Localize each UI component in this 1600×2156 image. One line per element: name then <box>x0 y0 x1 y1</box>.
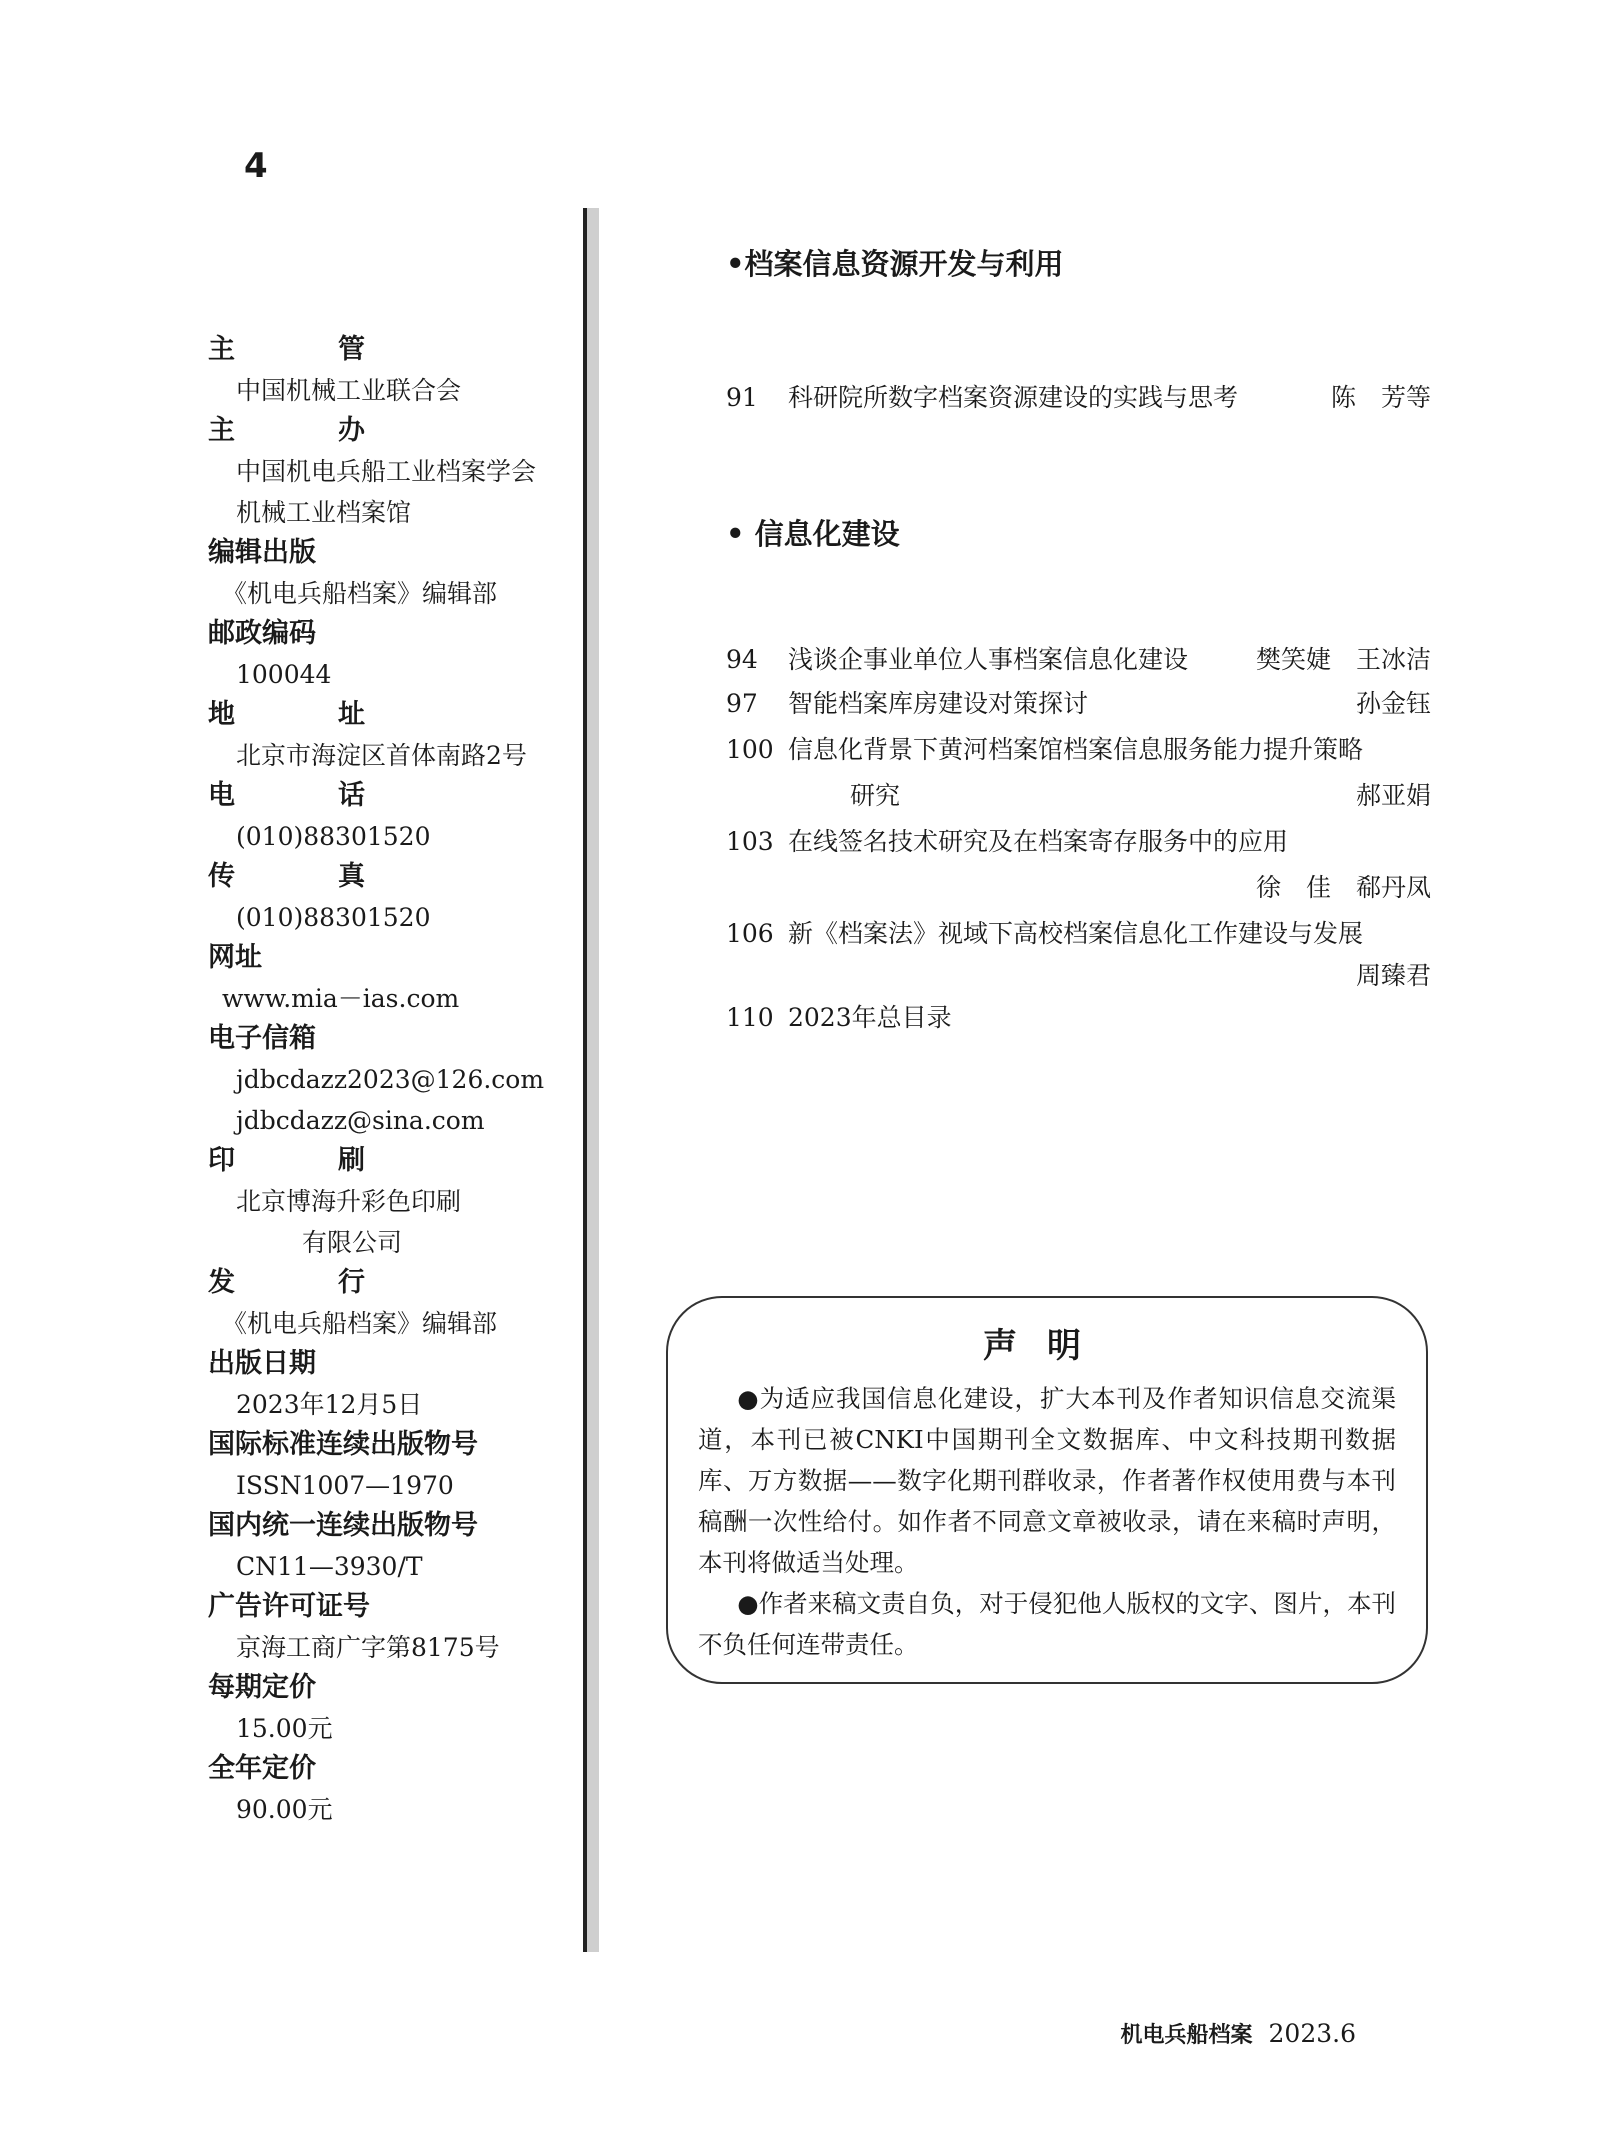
toc-entry-100[interactable] <box>726 730 1431 766</box>
issn-value: ISSN1007—1970 <box>236 1471 454 1500</box>
masthead <box>208 330 578 1830</box>
toc-title: 在线签名技术研究及在档案寄存服务中的应用 <box>788 827 1289 856</box>
cn-label: 国内统一连续出版物号 <box>208 1510 478 1541</box>
toc-author: 周臻君 <box>1355 961 1431 990</box>
page-number: 4 <box>244 146 268 186</box>
toc-page-number: 91 <box>726 383 758 412</box>
toc-author: 樊笑婕 王冰洁 <box>1255 645 1431 674</box>
printer-label: 印 刷 <box>208 1145 403 1176</box>
toc-page-number: 110 <box>726 1003 774 1032</box>
sponsor-value-2: 机械工业档案馆 <box>236 498 412 527</box>
annual-price-label: 全年定价 <box>208 1753 316 1784</box>
phone-value: (010)88301520 <box>236 822 431 851</box>
toc-entry-103[interactable] <box>726 822 1431 858</box>
toc-page-number: 100 <box>726 735 774 764</box>
toc-entry-91[interactable] <box>726 378 1431 414</box>
website-value: www.mia－ias.com <box>222 984 460 1013</box>
toc-title: 浅谈企事业单位人事档案信息化建设 <box>788 645 1189 674</box>
website-label: 网址 <box>208 942 262 973</box>
footer-journal-name: 机电兵船档案 <box>1120 2022 1253 2048</box>
toc-title: 新《档案法》视域下高校档案信息化工作建设与发展 <box>788 919 1364 948</box>
distributor-value: 《机电兵船档案》编辑部 <box>222 1309 498 1338</box>
sponsor-label: 主 办 <box>208 415 403 446</box>
toc-author: 陈 芳等 <box>1330 383 1431 412</box>
toc-page-number: 97 <box>726 689 758 718</box>
toc-page-number: 103 <box>726 827 774 856</box>
printer-value-1: 北京博海升彩色印刷 <box>236 1187 462 1216</box>
cn-value: CN11—3930/T <box>236 1552 423 1581</box>
annual-price-value: 90.00元 <box>236 1795 333 1824</box>
toc-author: 孙金钰 <box>1355 689 1431 718</box>
toc-title: 科研院所数字档案资源建设的实践与思考 <box>788 383 1239 412</box>
footer-issue: 2023.6 <box>1268 2019 1356 2048</box>
distributor-label: 发 行 <box>208 1267 403 1298</box>
fax-label: 传 真 <box>208 861 403 892</box>
notice-body <box>698 1378 1396 1665</box>
toc-title: 2023年总目录 <box>788 1003 952 1032</box>
toc-page-number: 106 <box>726 919 774 948</box>
email-value-2: jdbcdazz@sina.com <box>236 1106 485 1135</box>
postcode-label: 邮政编码 <box>208 618 316 649</box>
toc-title: 信息化背景下黄河档案馆档案信息服务能力提升策略 <box>788 735 1364 764</box>
editor-label: 编辑出版 <box>208 537 316 568</box>
column-divider <box>583 208 599 1952</box>
issue-price-value: 15.00元 <box>236 1714 333 1743</box>
supervisor-label: 主 管 <box>208 334 403 365</box>
issue-price-label: 每期定价 <box>208 1672 316 1703</box>
section-heading-archives-resources: •档案信息资源开发与利用 <box>726 247 1064 281</box>
printer-value-2: 有限公司 <box>302 1228 403 1257</box>
postcode-value: 100044 <box>236 660 332 689</box>
editor-value: 《机电兵船档案》编辑部 <box>222 579 498 608</box>
notice-title: 声明 <box>983 1326 1111 1366</box>
toc-title-continuation: 研究 <box>850 781 901 810</box>
ad-license-value: 京海工商广字第8175号 <box>236 1633 500 1662</box>
fax-value: (010)88301520 <box>236 903 431 932</box>
toc-entry-110[interactable] <box>726 998 1431 1034</box>
notice-box <box>666 1296 1428 1684</box>
supervisor-value: 中国机械工业联合会 <box>236 376 462 405</box>
notice-paragraph: ●作者来稿文责自负，对于侵犯他人版权的文字、图片，本刊不负任何连带责任。 <box>698 1589 1396 1659</box>
toc-author: 徐 佳 郗丹凤 <box>1255 873 1431 902</box>
issn-label: 国际标准连续出版物号 <box>208 1429 478 1460</box>
email-label: 电子信箱 <box>208 1023 316 1054</box>
toc-entry-94[interactable] <box>726 640 1431 676</box>
address-label: 地 址 <box>208 699 403 730</box>
sponsor-value-1: 中国机电兵船工业档案学会 <box>236 457 537 486</box>
toc-entry-106[interactable] <box>726 914 1431 950</box>
address-value: 北京市海淀区首体南路2号 <box>236 741 527 770</box>
toc-author: 郝亚娟 <box>1355 781 1431 810</box>
page-footer <box>1121 2018 1357 2049</box>
phone-label: 电 话 <box>208 780 403 811</box>
toc-entry-97[interactable] <box>726 684 1431 720</box>
email-value-1: jdbcdazz2023@126.com <box>236 1065 545 1094</box>
pubdate-value: 2023年12月5日 <box>236 1390 423 1419</box>
section-heading-informatization: • 信息化建设 <box>726 517 900 551</box>
toc-title: 智能档案库房建设对策探讨 <box>788 689 1089 718</box>
ad-license-label: 广告许可证号 <box>208 1591 370 1622</box>
pubdate-label: 出版日期 <box>208 1348 316 1379</box>
toc-page-number: 94 <box>726 645 758 674</box>
notice-paragraph: ●为适应我国信息化建设，扩大本刊及作者知识信息交流渠道，本刊已被CNKI中国期刊全文数据库、中文科技期刊数据库、万方数据——数字化期刊群收录，作者著作权使用费与本刊稿酬一次性给付。如作者不同意文章被收录，请在来稿时声明，本刊将做适当处理。 <box>698 1384 1396 1577</box>
